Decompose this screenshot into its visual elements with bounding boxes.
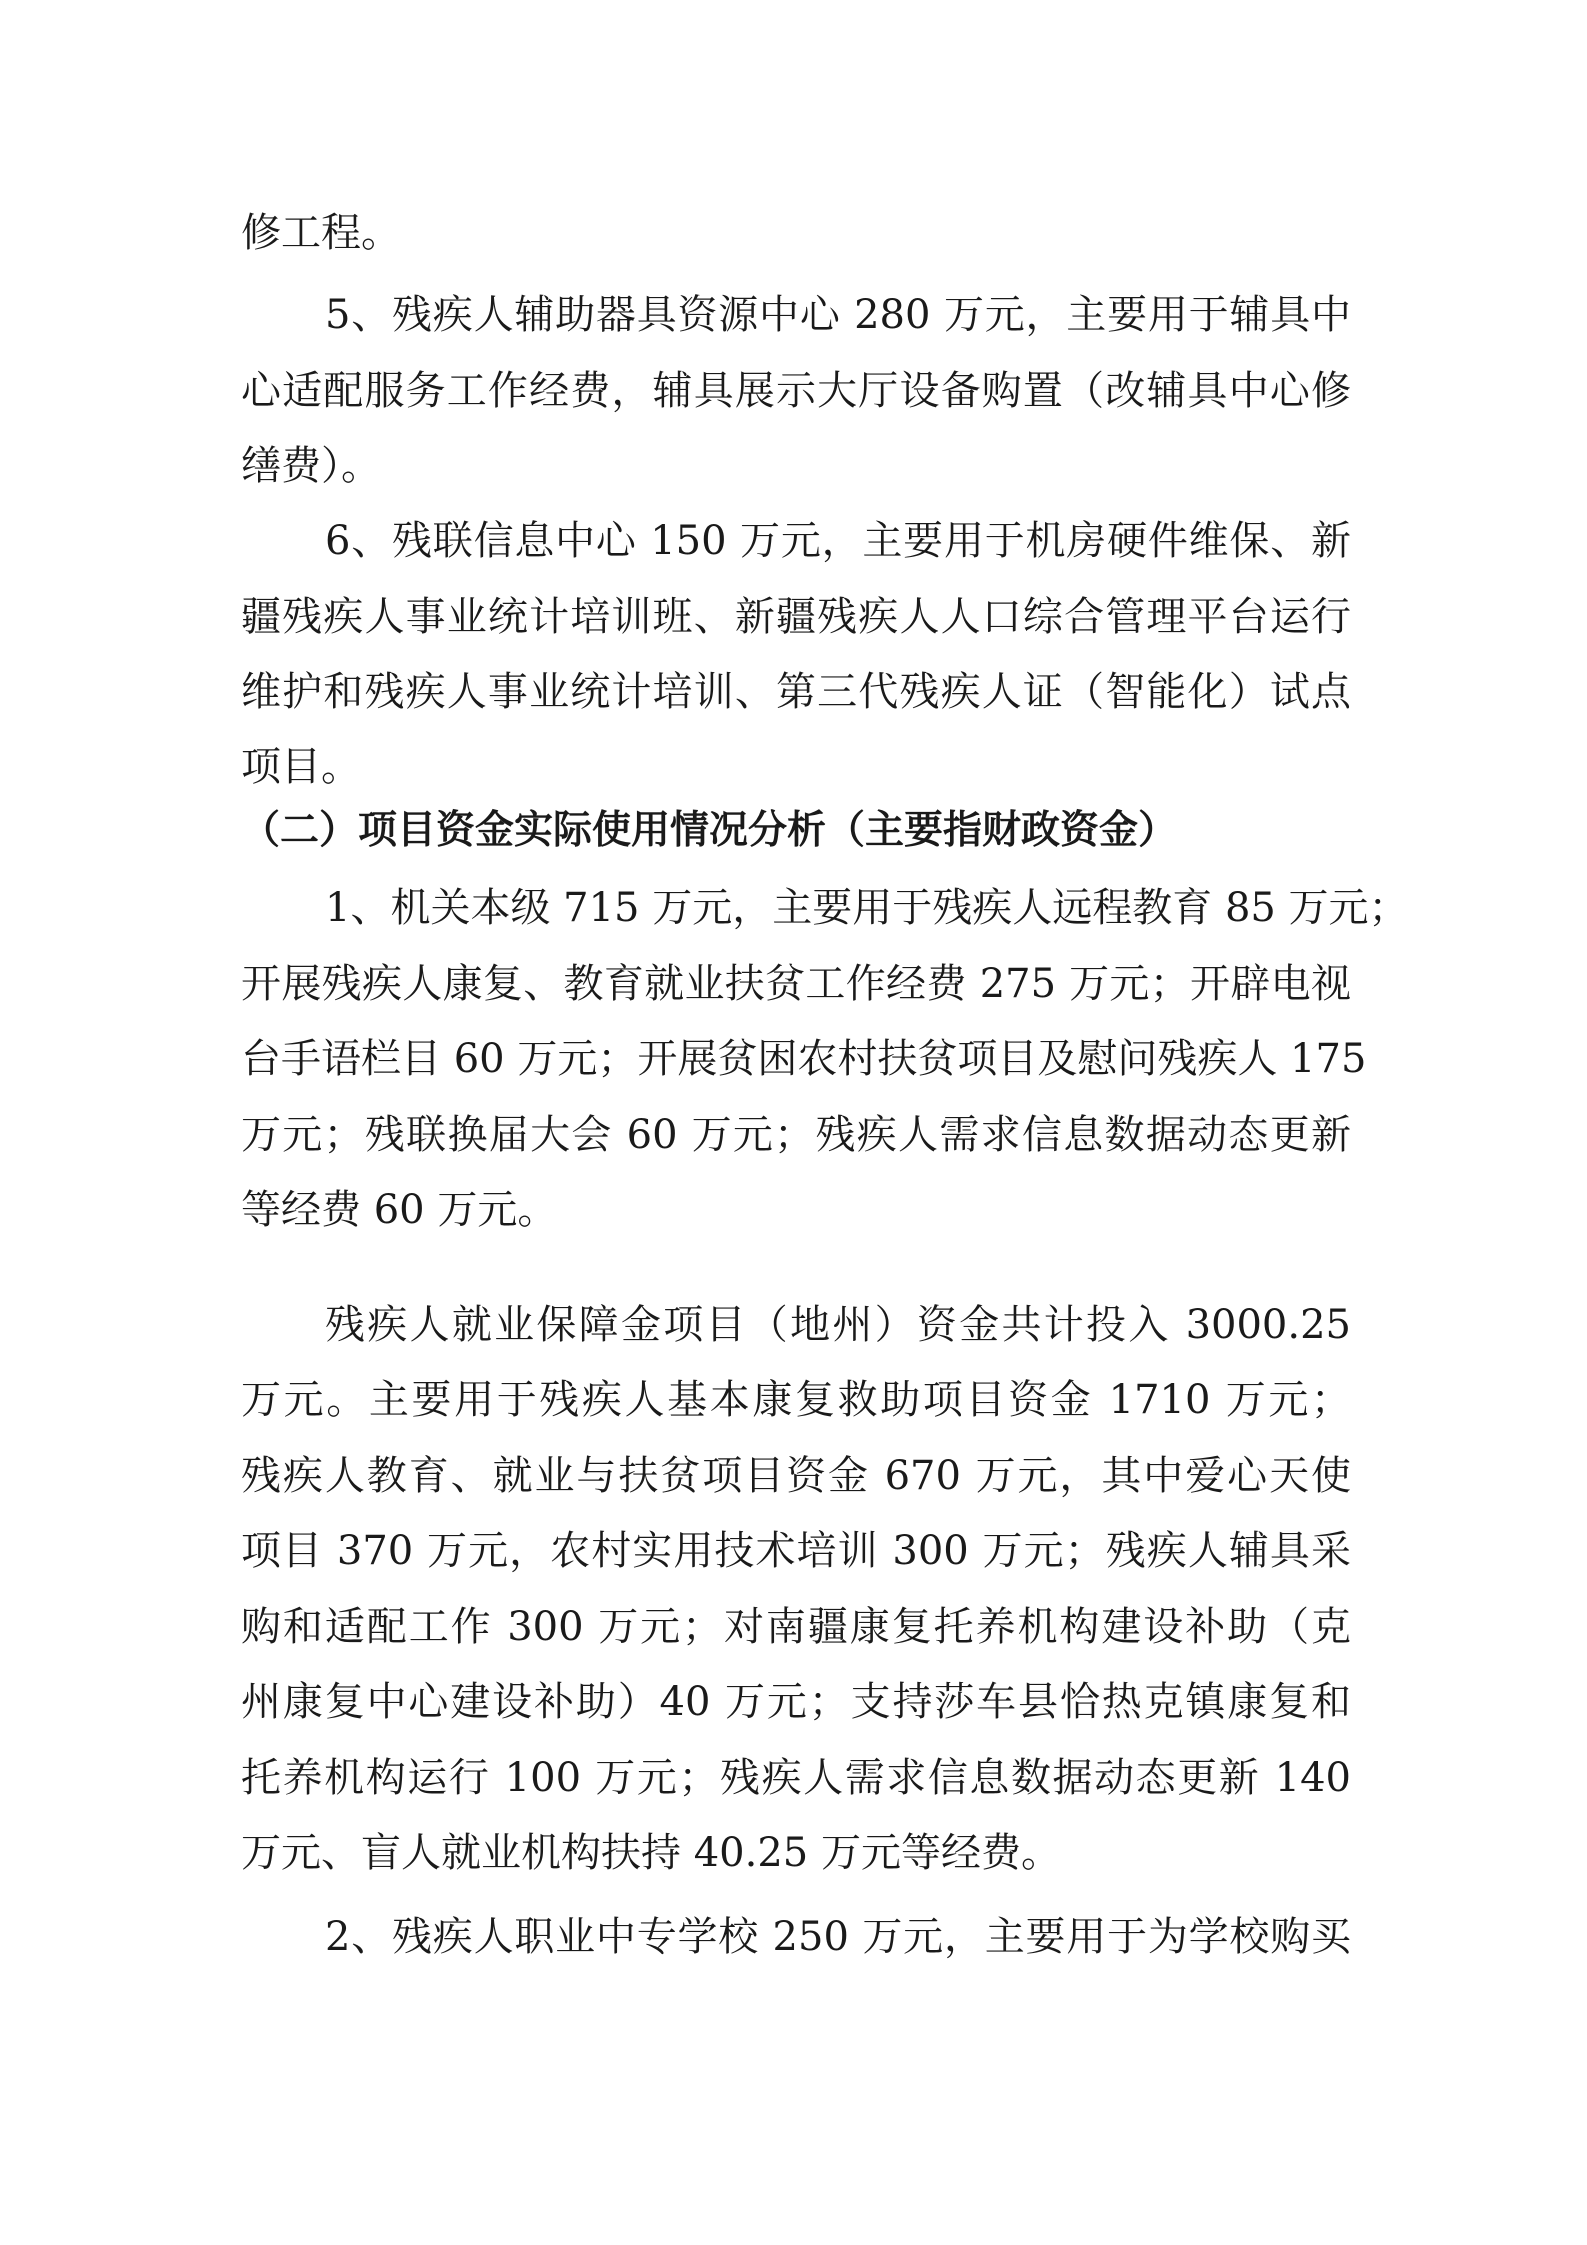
- paragraph-line: 残疾人教育、就业与扶贫项目资金 670 万元，其中爱心天使: [241, 1453, 1351, 1499]
- paragraph-line: 缮费）。: [241, 443, 381, 489]
- paragraph-line: 万元、盲人就业机构扶持 40.25 万元等经费。: [241, 1830, 1061, 1876]
- paragraph-line: 项目。: [241, 744, 361, 790]
- paragraph-line: 6、残联信息中心 150 万元，主要用于机房硬件维保、新: [325, 518, 1351, 564]
- paragraph-line: 购和适配工作 300 万元；对南疆康复托养机构建设补助（克: [241, 1604, 1351, 1650]
- paragraph-line: 心适配服务工作经费，辅具展示大厅设备购置（改辅具中心修: [241, 368, 1351, 414]
- paragraph-line: 开展残疾人康复、教育就业扶贫工作经费 275 万元；开辟电视: [241, 961, 1351, 1007]
- paragraph-line: 等经费 60 万元。: [241, 1187, 558, 1233]
- section-heading: （二）项目资金实际使用情况分析（主要指财政资金）: [241, 808, 1178, 853]
- paragraph-line: 残疾人就业保障金项目（地州）资金共计投入 3000.25: [325, 1302, 1351, 1348]
- paragraph-line: 疆残疾人事业统计培训班、新疆残疾人人口综合管理平台运行: [241, 594, 1351, 640]
- paragraph-line: 维护和残疾人事业统计培训、第三代残疾人证（智能化）试点: [241, 669, 1351, 715]
- paragraph-line: 州康复中心建设补助）40 万元；支持莎车县恰热克镇康复和: [241, 1679, 1351, 1725]
- paragraph-line: 托养机构运行 100 万元；残疾人需求信息数据动态更新 140: [241, 1755, 1351, 1801]
- paragraph-line: 修工程。: [241, 210, 401, 256]
- paragraph-line: 万元。主要用于残疾人基本康复救助项目资金 1710 万元；: [241, 1377, 1351, 1423]
- paragraph-line: 5、残疾人辅助器具资源中心 280 万元，主要用于辅具中: [325, 292, 1351, 338]
- paragraph-line: 项目 370 万元，农村实用技术培训 300 万元；残疾人辅具采: [241, 1528, 1351, 1574]
- paragraph-line: 1、机关本级 715 万元，主要用于残疾人远程教育 85 万元；: [325, 885, 1409, 931]
- paragraph-line: 台手语栏目 60 万元；开展贫困农村扶贫项目及慰问残疾人 175: [241, 1036, 1367, 1082]
- paragraph-line: 万元；残联换届大会 60 万元；残疾人需求信息数据动态更新: [241, 1112, 1351, 1158]
- paragraph-line: 2、残疾人职业中专学校 250 万元，主要用于为学校购买: [325, 1914, 1351, 1960]
